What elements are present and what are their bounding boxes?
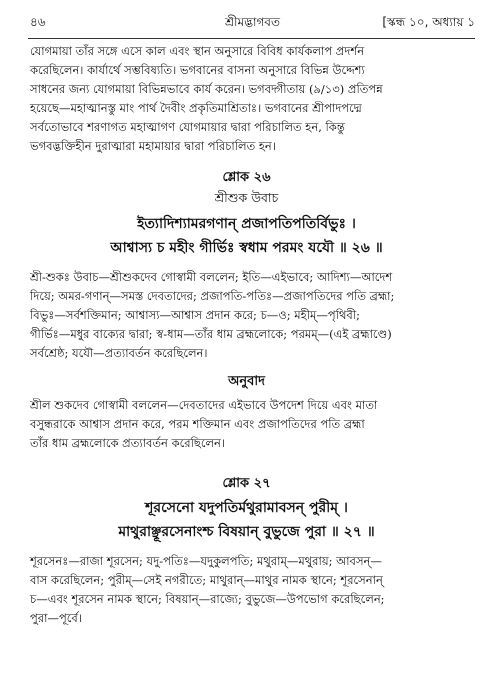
translation-line: শ্রীল শুকদেব গোস্বামী বললেন—দেবতাদের এইভাবে উপদেশ দিয়ে এবং মাতা bbox=[30, 398, 378, 412]
synonyms-line: পুরা—পূর্বে। bbox=[30, 611, 82, 625]
page-number: ৪৬ bbox=[30, 15, 46, 29]
sloka-27-verse-line-2: মাথুরাঞ্ছূরসেনাংশ্চ বিষয়ান্ বুভুজে পুরা ॥ ২৭ ॥ bbox=[118, 524, 375, 540]
synonyms-line: গীর্ভিঃ—মধুর বাক্যের দ্বারা; স্ব-ধাম—তাঁর ধাম ব্রহ্মলোকে; পরমম্—(এই ব্রহ্মাণ্ডে) bbox=[30, 327, 392, 341]
sloka-26-speaker: শ্রীশুক উবাচ bbox=[214, 190, 279, 205]
header-divider bbox=[28, 38, 475, 39]
synonyms-line: শূরসেনঃ—রাজা শূরসেন; যদু-পতিঃ—যদুকুলপতি; মথুরাম্—মথুরায়; আবসন্— bbox=[30, 554, 382, 568]
synonyms-line: দিয়ে; অমর-গণান্—সমস্ত দেবতাদের; প্রজাপতি-পতিঃ—প্রজাপতিদের পতি ব্রহ্মা; bbox=[30, 289, 395, 303]
translation-line: তাঁর ধাম ব্রহ্মলোকে প্রত্যাবর্তন করেছিলেন। bbox=[30, 436, 225, 450]
canto-chapter: [স্কন্ধ ১০, অধ্যায় ১ bbox=[382, 15, 475, 29]
intro-line: ভগবদ্ভক্তিহীন দুরাত্মারা মহামায়ার দ্বারা পরিচালিত হন। bbox=[30, 139, 276, 153]
sloka-27-verse-line-1: শূরসেনো যদুপতির্মথুরামাবসন্ পুরীম্ । bbox=[145, 500, 348, 516]
sloka-26-verse-line-2: আশ্বাস্য চ মহীং গীর্ভিঃ স্বধাম পরমং যযৌ ॥ ২৬ ॥ bbox=[110, 240, 383, 256]
sloka-26-synonyms bbox=[30, 268, 472, 363]
synonyms-line: শ্রী-শুকঃ উবাচ—শ্রীশুকদেব গোস্বামী বললেন; ইতি—এইভাবে; আদিশ্য—আদেশ bbox=[30, 270, 393, 284]
translation-line: বসুন্ধরাকে আশ্বাস প্রদান করে, পরম শক্তিমান এবং প্রজাপতিদের পতি ব্রহ্মা bbox=[30, 417, 365, 431]
synonyms-line: চ—এবং শূরসেন নামক স্থানে; বিষয়ান্—রাজ্যে; বুভুজে—উপভোগ করেছিলেন; bbox=[30, 592, 385, 606]
intro-line: যোগমায়া তাঁর সঙ্গে এসে কাল এবং স্থান অনুসারে বিবিধ কার্যকলাপ প্রদর্শন bbox=[30, 44, 365, 58]
sloka-26-heading: শ্লোক ২৬ bbox=[222, 170, 271, 185]
synonyms-line: সর্বশ্রেষ্ঠ; যযৌ—প্রত্যাবর্তন করেছিলেন। bbox=[30, 346, 208, 360]
intro-paragraph bbox=[30, 42, 472, 156]
sloka-26-verse-line-1: ইত্যাদিশ্যামরগণান্ প্রজাপতিপতির্বিভুঃ । bbox=[137, 216, 356, 232]
intro-line: সাধনের জন্য যোগমায়া বিভিন্নভাবে কার্য করেন। ভগবদ্গীতায় (৯/১৩) প্রতিপন্ন bbox=[30, 82, 383, 96]
intro-line: সর্বতোভাবে শরণাগত মহাত্মাগণ যোগমায়ার দ্বারা পরিচালিত হন, কিন্তু bbox=[30, 120, 345, 134]
intro-line: করেছিলেন। কার্যার্থে সম্ভবিষ্যতি। ভগবানের বাসনা অনুসারে বিভিন্ন উদ্দেশ্য bbox=[30, 63, 365, 77]
sloka-27-synonyms bbox=[30, 552, 472, 628]
synonyms-line: বিভুঃ—সর্বশক্তিমান; আশ্বাস্য—আশ্বাস প্রদান করে; চ—ও; মহীম্—পৃথিবী; bbox=[30, 308, 360, 322]
translation-heading: অনুবাদ bbox=[228, 374, 265, 389]
book-title: শ্রীমদ্ভাগবত bbox=[224, 15, 280, 29]
page-header bbox=[30, 14, 475, 32]
sloka-27-heading: শ্লোক ২৭ bbox=[222, 476, 271, 491]
intro-line: হয়েছে—মহাত্মানস্তু মাং পার্থ দৈবীং প্রকৃতিমাশ্রিতাঃ। ভগবানের শ্রীপাদপদ্মে bbox=[30, 101, 362, 115]
sloka-26-translation bbox=[30, 396, 472, 453]
synonyms-line: বাস করেছিলেন; পুরীম্—সেই নগরীতে; মাথুরান্—মাথুর নামক স্থানে; শূরসেনান্ bbox=[30, 573, 383, 587]
